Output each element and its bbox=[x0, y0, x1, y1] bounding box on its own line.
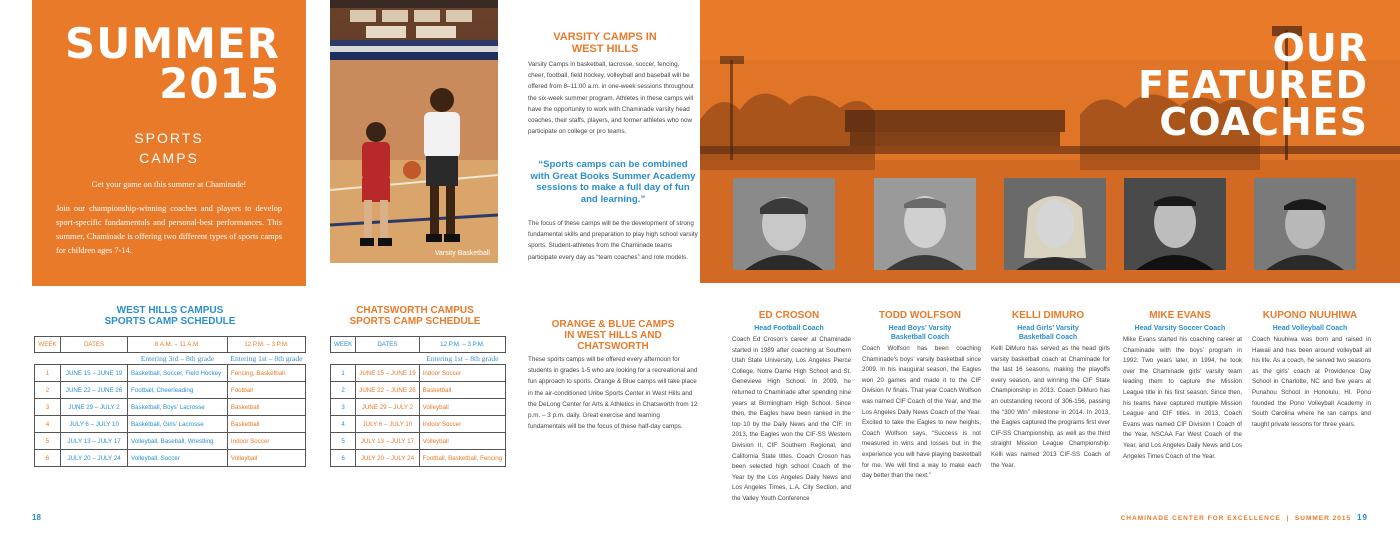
summer-title-line1: SUMMER bbox=[65, 19, 280, 68]
table-row bbox=[35, 382, 306, 399]
sports-camps-subtitle bbox=[32, 128, 306, 168]
headshot-art bbox=[1004, 178, 1106, 270]
week-cell: 1 bbox=[35, 365, 61, 382]
table-header-row bbox=[35, 337, 306, 353]
dates-cell: JULY 20 – JULY 24 bbox=[61, 450, 128, 467]
table-row bbox=[331, 382, 506, 399]
coach-role-kelli-dimuro bbox=[988, 324, 1108, 342]
footer-right bbox=[1121, 513, 1368, 522]
coach-role-todd-wolfson bbox=[860, 324, 980, 342]
table-row bbox=[331, 399, 506, 416]
morning-grades: Entering 3rd – 8th grade bbox=[128, 353, 228, 365]
dates-cell: JULY 13 – JULY 17 bbox=[61, 433, 128, 450]
west-hills-heading-line1: WEST HILLS CAMPUS bbox=[116, 305, 224, 316]
page-number-right: 19 bbox=[1357, 513, 1368, 522]
headshot-art bbox=[733, 178, 835, 270]
coach-bio-kelli-dimuro: Kelli DiMuro has served as the head girls varsity basketball coach at Chaminade for the last 16 seasons, making the playoffs every season, and winning the CIF State Championship in 2013. Coach DiMuro has an outstanding record of 306-156, passing the “300 Win” milestone in 2014. In 2013, the Eagles captured the programs first ever CIF-SS Championship, as well as the third straight Mission League Championship. Kelli was named 2013 CIF-SS Coach of the Year. bbox=[991, 345, 1110, 469]
role-line1: Head Boys’ Varsity bbox=[888, 325, 952, 332]
table-row bbox=[331, 365, 506, 382]
dates-cell: JUNE 29 – JULY 2 bbox=[356, 399, 419, 416]
col-afternoon: 12 P.M. – 3 P.M. bbox=[227, 337, 305, 353]
table-row bbox=[35, 365, 306, 382]
morning-cell: Volleyball, Soccer bbox=[128, 450, 228, 467]
morning-cell: Football, Cheerleading bbox=[128, 382, 228, 399]
role-line1: Head Girls’ Varsity bbox=[1017, 325, 1079, 332]
col-week: WEEK bbox=[331, 337, 356, 353]
grade-subheader-row bbox=[331, 353, 506, 365]
west-hills-heading bbox=[34, 305, 306, 327]
subtitle-line2: CAMPS bbox=[139, 150, 199, 166]
ob-heading-line2: IN WEST HILLS AND bbox=[564, 330, 662, 341]
afternoon-grades: Entering 1st – 8th grade bbox=[419, 353, 505, 365]
headshot-art bbox=[1124, 178, 1226, 270]
basketball-photo-art bbox=[330, 0, 498, 263]
varsity-paragraph-1: Varsity Camps in basketball, lacrosse, soccer, fencing, cheer, football, field hockey, volleyball and baseball will be offered from 8–11:00 a.m. in one-week sessions throughout the six-week summer program. Athletes in these camps will have the opportunity to work with Chaminade varsity head coaches, their staffs, players, and former athletes who now participate on college or pro teams. bbox=[528, 61, 694, 136]
week-cell: 5 bbox=[331, 433, 356, 450]
afternoon-cell: Indoor Soccer bbox=[419, 365, 505, 382]
coach-name-mike-evans: MIKE EVANS bbox=[1149, 310, 1211, 321]
dates-cell: JUNE 15 – JUNE 19 bbox=[61, 365, 128, 382]
coach-role-ed-croson bbox=[729, 324, 849, 333]
intro-text: Join our championship-winning coaches and players to develop sport-specific fundamentals and personal-best performances. This summer, Chaminade is offering two different types of sports camps for children ages 7-14. bbox=[56, 204, 282, 255]
coach-bio-kupono-nuuhiwa: Coach Nuuhiwa was born and raised in Hawaii and has been around volleyball all his life. As a coach, he served two seasons as the girls’ coach at Providence Day School in Charlotte, NC and five years at Punahou School in Honolulu, HI. Pono founded the Pono Volleyball Academy in South Carolina where he ran camps and taught private lessons for three years. bbox=[1252, 336, 1371, 428]
headshot-art bbox=[1254, 178, 1356, 270]
col-dates: DATES bbox=[356, 337, 419, 353]
blank-cell bbox=[331, 353, 356, 365]
west-hills-heading-line2: SPORTS CAMP SCHEDULE bbox=[104, 316, 236, 327]
role-line1: Head Varsity Soccer Coach bbox=[1134, 325, 1226, 332]
dates-cell: JUNE 15 – JUNE 19 bbox=[356, 365, 419, 382]
week-cell: 6 bbox=[331, 450, 356, 467]
coach-bio-todd-wolfson: Coach Wolfson has been coaching Chaminade’s boys’ varsity basketball since 2009. In his inaugural season, the Eagles won 20 games and made it to the CIF Division IV finals. That year Coach Wolfson was named CIF Coach of the Year, and the Los Angeles Daily News Coach of the Year. Excited to take the Eagles to new heights, Coach Wolfson says, “Success is not measured in wins and losses but in the experience you will have playing basketball for me. We will find a way to make each day better than the next.” bbox=[862, 345, 981, 480]
week-cell: 3 bbox=[331, 399, 356, 416]
headshot-kupono-nuuhiwa bbox=[1254, 178, 1356, 270]
dates-cell: JUNE 22 – JUNE 26 bbox=[356, 382, 419, 399]
dates-cell: JULY 6 – JULY 10 bbox=[61, 416, 128, 433]
afternoon-cell: Basketball bbox=[227, 416, 305, 433]
varsity-heading-line2: WEST HILLS bbox=[571, 43, 639, 55]
col-morning: 8 A.M. – 11 A.M. bbox=[128, 337, 228, 353]
blank-cell bbox=[61, 353, 128, 365]
afternoon-cell: Volleyball bbox=[419, 433, 505, 450]
morning-cell: Basketball, Boys’ Lacrosse bbox=[128, 399, 228, 416]
chatsworth-schedule-table bbox=[330, 336, 506, 467]
chatsworth-heading bbox=[330, 305, 500, 327]
footer-publication: CHAMINADE CENTER FOR EXCELLENCE | SUMMER 2015 bbox=[1120, 515, 1352, 522]
title-line-coaches: COACHES bbox=[1159, 100, 1368, 144]
headshot-kelli-dimuro bbox=[1004, 178, 1106, 270]
week-cell: 6 bbox=[35, 450, 61, 467]
coach-bio-mike-evans: Mike Evans started his coaching career at Chaminade with the boys’ program in 1992. Two years later, in 1994, he took over the Chaminade girls’ varsity team leading them to capture the Mission League title in his first season. Since then, his teams have captured multiple Mission League and CIF titles. In 2013, Coach Evans was named CIF Division I Coach of the Year, NSCAA Far West Coach of the Year, and Los Angeles Daily News and Los Angeles Times Coach of the Year. bbox=[1123, 336, 1242, 460]
basketball-photo bbox=[330, 0, 498, 263]
morning-cell: Volleyball, Baseball, Wrestling bbox=[128, 433, 228, 450]
coach-role-kupono-nuuhiwa bbox=[1250, 324, 1370, 333]
table-row bbox=[35, 399, 306, 416]
table-row bbox=[331, 433, 506, 450]
dates-cell: JULY 20 – JULY 24 bbox=[356, 450, 419, 467]
dates-cell: JUNE 29 – JULY 2 bbox=[61, 399, 128, 416]
grade-subheader-row bbox=[35, 353, 306, 365]
varsity-heading bbox=[520, 31, 690, 55]
role-line2: Basketball Coach bbox=[1018, 334, 1078, 341]
summer-intro bbox=[56, 178, 282, 258]
orange-blue-body: These sports camps will be offered every afternoon for students in grades 1-5 who are looking for a recreational and fun approach to sports. Orange & Blue camps will take place in the air-conditioned Uribe Sports Center in West Hills and the DeLong Center for Arts & Athletics in Chatsworth from 12 p.m. – 3 p.m. daily. Great exercise and learning fundamentals will be the focus of these half-day camps. bbox=[528, 356, 698, 431]
afternoon-cell: Indoor Soccer bbox=[227, 433, 305, 450]
week-cell: 2 bbox=[331, 382, 356, 399]
blank-cell bbox=[356, 353, 419, 365]
week-cell: 1 bbox=[331, 365, 356, 382]
varsity-pull-quote: “Sports camps can be combined with Great Books Summer Academy sessions to make a full day of fun and learning.” bbox=[530, 159, 696, 205]
dates-cell: JUNE 22 – JUNE 26 bbox=[61, 382, 128, 399]
afternoon-cell: Volleyball bbox=[419, 399, 505, 416]
table-row bbox=[35, 433, 306, 450]
afternoon-cell: Volleyball bbox=[227, 450, 305, 467]
blank-cell bbox=[35, 353, 61, 365]
week-cell: 3 bbox=[35, 399, 61, 416]
coach-name-todd-wolfson: TODD WOLFSON bbox=[878, 310, 962, 321]
afternoon-cell: Fencing, Basketball bbox=[227, 365, 305, 382]
headshot-mike-evans bbox=[1124, 178, 1226, 270]
afternoon-cell: Indoor Soccer bbox=[419, 416, 505, 433]
afternoon-cell: Football, Basketball, Fencing bbox=[419, 450, 505, 467]
coach-role-mike-evans bbox=[1120, 324, 1240, 333]
afternoon-cell: Football bbox=[227, 382, 305, 399]
coach-name-ed-croson: ED CROSON bbox=[758, 310, 820, 321]
week-cell: 2 bbox=[35, 382, 61, 399]
headshot-todd-wolfson bbox=[874, 178, 976, 270]
table-row bbox=[331, 450, 506, 467]
afternoon-grades: Entering 1st – 8th grade bbox=[227, 353, 305, 365]
orange-blue-heading bbox=[528, 319, 698, 352]
tagline: Get your game on this summer at Chaminade! bbox=[91, 180, 247, 189]
week-cell: 5 bbox=[35, 433, 61, 450]
coach-name-kelli-dimuro: KELLI DIMURO bbox=[1011, 310, 1085, 321]
west-hills-schedule-table bbox=[34, 336, 306, 467]
subtitle-line1: SPORTS bbox=[134, 130, 204, 146]
role-line1: Head Football Coach bbox=[754, 325, 824, 332]
afternoon-cell: Basketball bbox=[227, 399, 305, 416]
summer-title-line2: 2015 bbox=[159, 59, 280, 108]
varsity-paragraph-2: The focus of these camps will be the development of strong fundamental skills and preparation to play high school varsity sports. Student-athletes from the Chaminade teams participate every day as “team coaches” and role models. bbox=[528, 220, 698, 261]
week-cell: 4 bbox=[331, 416, 356, 433]
morning-cell: Basketball, Soccer, Field Hockey bbox=[128, 365, 228, 382]
col-week: WEEK bbox=[35, 337, 61, 353]
featured-coaches-title bbox=[1138, 26, 1368, 144]
morning-cell: Basketball, Girls’ Lacrosse bbox=[128, 416, 228, 433]
title-line-our: OUR bbox=[1272, 26, 1368, 70]
week-cell: 4 bbox=[35, 416, 61, 433]
role-line1: Head Volleyball Coach bbox=[1272, 325, 1348, 332]
role-line2: Basketball Coach bbox=[890, 334, 950, 341]
ob-heading-line1: ORANGE & BLUE CAMPS bbox=[551, 319, 675, 330]
col-afternoon: 12 P.M. – 3 P.M. bbox=[419, 337, 505, 353]
summer-panel bbox=[32, 0, 306, 286]
dates-cell: JULY 6 – JULY 10 bbox=[356, 416, 419, 433]
page-number-left: 18 bbox=[32, 513, 41, 522]
title-line-featured: FEATURED bbox=[1138, 63, 1368, 107]
table-row bbox=[331, 416, 506, 433]
chatsworth-heading-line2: SPORTS CAMP SCHEDULE bbox=[349, 316, 481, 327]
coaches-panel bbox=[700, 0, 1400, 283]
summer-title bbox=[32, 19, 306, 108]
ob-heading-line3: CHATSWORTH bbox=[577, 341, 649, 352]
headshot-art bbox=[874, 178, 976, 270]
varsity-heading-line1: VARSITY CAMPS IN bbox=[553, 31, 657, 43]
afternoon-cell: Basketball bbox=[419, 382, 505, 399]
chatsworth-heading-line1: CHATSWORTH CAMPUS bbox=[356, 305, 474, 316]
photo-caption: Varsity Basketball bbox=[434, 250, 490, 257]
col-dates: DATES bbox=[61, 337, 128, 353]
headshot-ed-croson bbox=[733, 178, 835, 270]
table-header-row bbox=[331, 337, 506, 353]
dates-cell: JULY 13 – JULY 17 bbox=[356, 433, 419, 450]
table-row bbox=[35, 416, 306, 433]
coach-bio-ed-croson: Coach Ed Croson’s career at Chaminade started in 1989 after coaching at Southern Utah State University, Los Angeles Pierce College, Notre Dame High School and St. Genevieve High School. In 2009, he returned to Chaminade after spending nine years at Birmingham High School. Since then, the Eagles have been ranked in the top 10 by the Daily News and the CIF. In 2013, the Eagles won the CIF-SS Western Division II, CIF Southern Regional, and California State titles. Coach Croson has been selected high school Coach of the Year by the Los Angeles Daily News and Los Angeles Times, L.A. City Section, and the Valley Youth Conference bbox=[732, 336, 851, 502]
coach-name-kupono-nuuhiwa: KUPONO NUUHIWA bbox=[1262, 310, 1358, 321]
table-row bbox=[35, 450, 306, 467]
